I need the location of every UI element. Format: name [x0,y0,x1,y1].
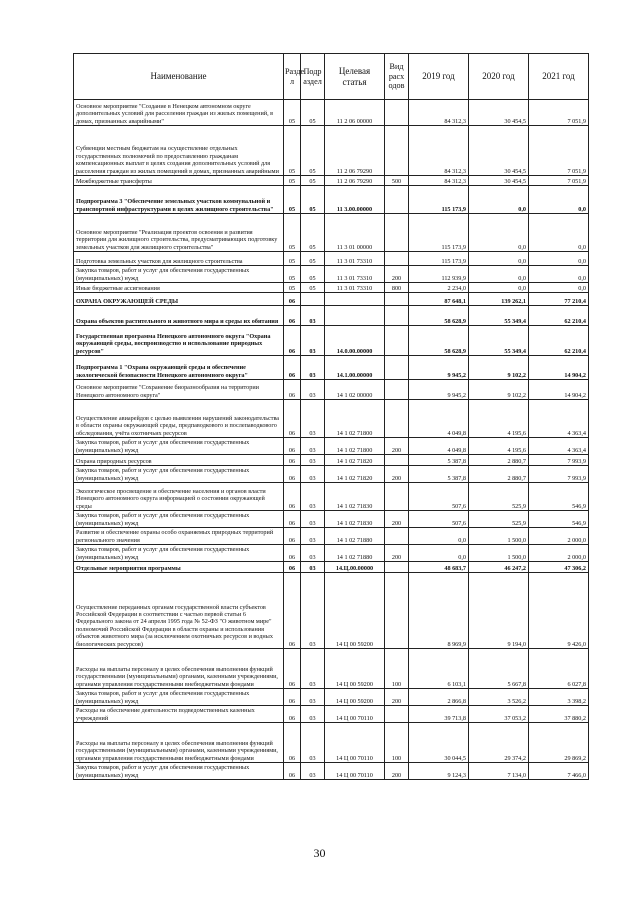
cell-2019: 87 648,1 [409,293,469,306]
cell-podrazdel: 03 [301,545,325,562]
cell-2021: 37 880,2 [529,706,589,723]
cell-podrazdel: 03 [301,455,325,466]
cell-2019: 48 683,7 [409,562,469,573]
cell-razdel: 05 [284,176,301,186]
cell-name: Подпрограмма 1 "Охрана окружающей среды и обеспечение экологической безопасности Ненецкого автономного округа" [74,356,284,380]
cell-name: Охрана природных ресурсов [74,455,284,466]
cell-target-article: 14 1 02 71880 [325,545,385,562]
table-row [74,689,589,706]
table-row [74,763,589,780]
table-row [74,562,589,573]
cell-razdel: 06 [284,438,301,455]
cell-razdel: 06 [284,545,301,562]
cell-name: Расходы на обеспечение деятельности подведомственных казенных учреждений [74,706,284,723]
cell-name: Основное мероприятие "Создание в Ненецком автономном округе дополнительных условий для расселения граждан из жилых помещений, в домах, признанных аварийными" [74,100,284,126]
cell-name: Отдельные мероприятия программы [74,562,284,573]
cell-razdel: 06 [284,483,301,511]
cell-target-article: 14 1 02 71830 [325,511,385,528]
cell-2019: 2 866,8 [409,689,469,706]
header-2019: 2019 год [409,54,469,100]
cell-2020: 37 053,2 [469,706,529,723]
cell-2021: 4 363,4 [529,400,589,438]
cell-target-article: 11 3 01 73310 [325,266,385,283]
cell-name: Развитие и обеспечение охраны особо охраняемых природных территорий регионального значения [74,528,284,545]
cell-2021: 77 210,4 [529,293,589,306]
cell-razdel: 05 [284,100,301,126]
cell-2021: 3 398,2 [529,689,589,706]
cell-target-article: 14 Ц 00 70110 [325,723,385,763]
table-row [74,326,589,356]
cell-2019: 9 945,2 [409,356,469,380]
cell-2021: 7 466,0 [529,763,589,780]
header-razdel: Разде л [284,54,301,100]
cell-2020: 139 262,1 [469,293,529,306]
cell-target-article: 11 3 01 00000 [325,214,385,252]
cell-target-article: 14 1 02 71800 [325,400,385,438]
cell-2021: 0,0 [529,214,589,252]
cell-name: Межбюджетные трансферты [74,176,284,186]
cell-expense-type [385,400,409,438]
table-row [74,176,589,186]
cell-2019: 5 387,8 [409,466,469,483]
cell-expense-type [385,706,409,723]
cell-razdel: 06 [284,400,301,438]
cell-2021: 29 869,2 [529,723,589,763]
table-row [74,511,589,528]
cell-expense-type [385,186,409,214]
cell-name: Охрана объектов растительного и животного мира и среды их обитания [74,306,284,326]
cell-2020: 2 880,7 [469,466,529,483]
cell-expense-type [385,380,409,400]
cell-expense-type [385,562,409,573]
cell-razdel: 05 [284,252,301,266]
table-row [74,528,589,545]
cell-name: Подготовка земельных участков для жилищного строительства [74,252,284,266]
cell-expense-type: 200 [385,511,409,528]
cell-2020: 30 454,5 [469,126,529,176]
table-row [74,283,589,293]
cell-name: Иные бюджетные ассигнования [74,283,284,293]
cell-expense-type: 200 [385,689,409,706]
cell-2019: 84 312,3 [409,100,469,126]
cell-name: Осуществление авиарейдов с целью выявления нарушений законодательства в области охраны окружающей среды, предпаводкового и послепаводкового обследования, учёта охотничьих ресурсов [74,400,284,438]
table-row [74,545,589,562]
cell-2021: 14 904,2 [529,380,589,400]
cell-2019: 507,6 [409,511,469,528]
cell-name: Закупка товаров, работ и услуг для обеспечения государственных (муниципальных) нужд [74,438,284,455]
cell-podrazdel: 03 [301,438,325,455]
cell-razdel: 05 [284,266,301,283]
cell-2019: 39 713,8 [409,706,469,723]
table-row [74,649,589,689]
table-row [74,380,589,400]
cell-expense-type: 200 [385,763,409,780]
cell-razdel: 06 [284,763,301,780]
cell-expense-type [385,326,409,356]
cell-name: Закупка товаров, работ и услуг для обеспечения государственных (муниципальных) нужд [74,763,284,780]
cell-razdel: 06 [284,293,301,306]
cell-2020: 30 454,5 [469,176,529,186]
cell-razdel: 06 [284,562,301,573]
cell-target-article [325,293,385,306]
cell-2020: 55 349,4 [469,326,529,356]
cell-expense-type [385,356,409,380]
table-row [74,466,589,483]
table-row [74,186,589,214]
cell-2020: 7 134,0 [469,763,529,780]
cell-2021: 9 426,0 [529,573,589,649]
cell-podrazdel: 03 [301,763,325,780]
cell-razdel: 06 [284,466,301,483]
cell-podrazdel: 05 [301,214,325,252]
cell-name: Основное мероприятие "Сохранение биоразнообразия на территории Ненецкого автономного округа" [74,380,284,400]
cell-razdel: 06 [284,649,301,689]
cell-razdel: 06 [284,380,301,400]
cell-2020: 1 500,0 [469,528,529,545]
table-row [74,483,589,511]
cell-target-article: 14.Ц.00.00000 [325,562,385,573]
cell-target-article: 11 2 06 79290 [325,176,385,186]
cell-target-article: 14 Ц 00 59200 [325,689,385,706]
cell-name: Основное мероприятие "Реализация проектов освоения и развития территории для жилищного строительства, предусматривающих подготовку земельных участков для жилищного строительства" [74,214,284,252]
cell-2021: 2 000,0 [529,545,589,562]
cell-2019: 115 173,9 [409,252,469,266]
cell-razdel: 06 [284,689,301,706]
cell-target-article: 11 3 01 73310 [325,283,385,293]
cell-name: ОХРАНА ОКРУЖАЮЩЕЙ СРЕДЫ [74,293,284,306]
table-row [74,214,589,252]
cell-razdel: 06 [284,356,301,380]
table-row [74,266,589,283]
cell-razdel: 06 [284,326,301,356]
cell-2020: 2 880,7 [469,455,529,466]
cell-podrazdel: 05 [301,283,325,293]
cell-2021: 62 210,4 [529,326,589,356]
cell-podrazdel: 03 [301,723,325,763]
cell-2019: 4 049,8 [409,438,469,455]
cell-2020: 29 374,2 [469,723,529,763]
cell-2019: 9 124,3 [409,763,469,780]
cell-podrazdel: 03 [301,466,325,483]
cell-podrazdel: 03 [301,306,325,326]
cell-razdel: 05 [284,126,301,176]
cell-target-article: 14 1 02 71800 [325,438,385,455]
table-row [74,356,589,380]
cell-2019: 115 173,9 [409,214,469,252]
cell-target-article: 14 1 02 00000 [325,380,385,400]
cell-2020: 3 526,2 [469,689,529,706]
cell-expense-type [385,528,409,545]
cell-razdel: 06 [284,511,301,528]
header-name: Наименование [74,54,284,100]
cell-2021: 0,0 [529,266,589,283]
cell-name: Осуществление переданных органам государственной власти субъектов Российской Федерации в соответствии с частью первой статьи 6 Федерального закона от 24 апреля 1995 года № 52-ФЗ "О животном мире" полномочий Российской Федерации в области охраны и использования объектов животного мира (за исключением охотничьих ресурсов и водных биологических ресурсов) [74,573,284,649]
cell-2020: 0,0 [469,283,529,293]
table-row [74,723,589,763]
cell-razdel: 06 [284,573,301,649]
table-row [74,252,589,266]
cell-expense-type: 100 [385,723,409,763]
cell-2019: 0,0 [409,545,469,562]
cell-expense-type: 100 [385,649,409,689]
cell-2019: 4 049,8 [409,400,469,438]
cell-expense-type [385,100,409,126]
cell-expense-type: 500 [385,176,409,186]
cell-2020: 0,0 [469,266,529,283]
cell-2021: 7 051,9 [529,100,589,126]
cell-name: Государственная программа Ненецкого автономного округа "Охрана окружающей среды, воспроизводство и использование природных ресурсов" [74,326,284,356]
cell-2021: 7 051,9 [529,126,589,176]
cell-2021: 62 210,4 [529,306,589,326]
table-row [74,455,589,466]
cell-name: Закупка товаров, работ и услуг для обеспечения государственных (муниципальных) нужд [74,266,284,283]
table-row [74,293,589,306]
cell-podrazdel: 03 [301,511,325,528]
cell-2020: 0,0 [469,252,529,266]
page-number: 30 [313,846,326,860]
cell-2020: 525,9 [469,483,529,511]
cell-target-article: 14 Ц 00 59200 [325,573,385,649]
cell-podrazdel: 05 [301,266,325,283]
cell-name: Закупка товаров, работ и услуг для обеспечения государственных (муниципальных) нужд [74,466,284,483]
cell-target-article: 14 1 02 71880 [325,528,385,545]
table-row [74,100,589,126]
header-expense-type: Вид расх одов [385,54,409,100]
cell-name: Закупка товаров, работ и услуг для обеспечения государственных (муниципальных) нужд [74,545,284,562]
cell-name: Закупка товаров, работ и услуг для обеспечения государственных (муниципальных) нужд [74,511,284,528]
cell-target-article: 11 2 06 79290 [325,126,385,176]
cell-expense-type [385,306,409,326]
cell-2019: 8 969,9 [409,573,469,649]
table-row [74,400,589,438]
cell-target-article: 14.1.00.00000 [325,356,385,380]
cell-2019: 507,6 [409,483,469,511]
cell-podrazdel: 03 [301,400,325,438]
cell-2021: 0,0 [529,283,589,293]
cell-target-article: 11 3 01 73310 [325,252,385,266]
cell-2019: 30 044,5 [409,723,469,763]
cell-2021: 0,0 [529,252,589,266]
cell-expense-type: 800 [385,283,409,293]
table-row [74,438,589,455]
cell-podrazdel: 03 [301,573,325,649]
cell-podrazdel: 03 [301,356,325,380]
cell-razdel: 06 [284,455,301,466]
header-2020: 2020 год [469,54,529,100]
cell-target-article: 14 Ц 00 59200 [325,649,385,689]
cell-podrazdel: 03 [301,562,325,573]
cell-2019: 84 312,3 [409,176,469,186]
cell-2019: 84 312,3 [409,126,469,176]
cell-podrazdel: 03 [301,528,325,545]
cell-podrazdel: 03 [301,483,325,511]
cell-target-article: 14 1 02 71830 [325,483,385,511]
cell-expense-type [385,252,409,266]
cell-target-article: 14 1 02 71820 [325,466,385,483]
cell-2019: 58 628,9 [409,326,469,356]
cell-2019: 9 945,2 [409,380,469,400]
cell-podrazdel: 05 [301,100,325,126]
cell-razdel: 05 [284,186,301,214]
cell-razdel: 06 [284,528,301,545]
cell-name: Подпрограмма 3 "Обеспечение земельных участков коммунальной и транспортной инфраструктурами в целях жилищного строительства" [74,186,284,214]
cell-2021: 2 000,0 [529,528,589,545]
cell-2020: 46 247,2 [469,562,529,573]
cell-podrazdel: 03 [301,706,325,723]
cell-2021: 4 363,4 [529,438,589,455]
cell-2021: 7 051,9 [529,176,589,186]
cell-2019: 6 103,1 [409,649,469,689]
cell-2020: 1 500,0 [469,545,529,562]
cell-podrazdel: 03 [301,326,325,356]
cell-2019: 5 387,8 [409,455,469,466]
table-row [74,126,589,176]
cell-expense-type [385,214,409,252]
cell-target-article: 14.0.00.00000 [325,326,385,356]
cell-2021: 7 993,9 [529,466,589,483]
cell-2021: 14 904,2 [529,356,589,380]
cell-podrazdel: 03 [301,689,325,706]
cell-2020: 525,9 [469,511,529,528]
cell-2020: 0,0 [469,214,529,252]
cell-name: Расходы на выплаты персоналу в целях обеспечения выполнения функций государственными (муниципальными) органами, казенными учреждениями, органами управления государственными внебюджетными фондами [74,723,284,763]
cell-razdel: 05 [284,283,301,293]
cell-2020: 9 102,2 [469,380,529,400]
header-2021: 2021 год [529,54,589,100]
cell-name: Закупка товаров, работ и услуг для обеспечения государственных (муниципальных) нужд [74,689,284,706]
cell-expense-type: 200 [385,266,409,283]
cell-expense-type [385,126,409,176]
cell-2019: 2 234,0 [409,283,469,293]
cell-2021: 7 993,9 [529,455,589,466]
cell-2020: 4 195,6 [469,438,529,455]
cell-2020: 55 349,4 [469,306,529,326]
cell-razdel: 06 [284,706,301,723]
cell-expense-type [385,483,409,511]
cell-2019: 112 939,9 [409,266,469,283]
cell-podrazdel: 05 [301,126,325,176]
cell-expense-type: 200 [385,545,409,562]
table-row [74,706,589,723]
cell-razdel: 06 [284,306,301,326]
budget-table [73,53,589,780]
cell-2020: 5 667,8 [469,649,529,689]
cell-2021: 0,0 [529,186,589,214]
cell-2021: 546,9 [529,483,589,511]
cell-target-article: 14 Ц 00 70110 [325,706,385,723]
cell-target-article: 14 1 02 71820 [325,455,385,466]
cell-2019: 0,0 [409,528,469,545]
cell-podrazdel: 05 [301,252,325,266]
cell-target-article: 11 3.00.00000 [325,186,385,214]
table-body [74,100,589,780]
cell-expense-type [385,293,409,306]
cell-2020: 9 194,0 [469,573,529,649]
cell-2021: 546,9 [529,511,589,528]
cell-name: Субвенции местным бюджетам на осуществление отдельных государственных полномочий по предоставлению гражданам компенсационных выплат в целях создания дополнительных условий для расселения граждан из жилых помещений в домах, признанных аварийными [74,126,284,176]
cell-2020: 30 454,5 [469,100,529,126]
table-row [74,573,589,649]
cell-podrazdel: 05 [301,186,325,214]
cell-2019: 58 628,9 [409,306,469,326]
cell-expense-type [385,573,409,649]
cell-2020: 4 195,6 [469,400,529,438]
header-podrazdel: Подр аздел [301,54,325,100]
cell-podrazdel: 05 [301,176,325,186]
cell-target-article: 11 2 06 00000 [325,100,385,126]
cell-name: Экологическое просвещение и обеспечение населения и органов власти Ненецкого автономного округа информацией о состоянии окружающей среды [74,483,284,511]
cell-podrazdel [301,293,325,306]
cell-target-article [325,306,385,326]
cell-expense-type: 200 [385,466,409,483]
table-row [74,306,589,326]
cell-expense-type [385,455,409,466]
cell-podrazdel: 03 [301,649,325,689]
cell-expense-type: 200 [385,438,409,455]
cell-2021: 47 306,2 [529,562,589,573]
cell-2021: 6 027,8 [529,649,589,689]
cell-podrazdel: 03 [301,380,325,400]
cell-target-article: 14 Ц 00 70110 [325,763,385,780]
header-target-article: Целевая статья [325,54,385,100]
cell-razdel: 05 [284,214,301,252]
cell-name: Расходы на выплаты персоналу в целях обеспечения выполнения функций государственными (муниципальными) органами, казенными учреждениями, органами управления государственными внебюджетными фондами [74,649,284,689]
cell-2019: 115 173,9 [409,186,469,214]
table-header-row [74,54,589,100]
cell-razdel: 06 [284,723,301,763]
cell-2020: 0,0 [469,186,529,214]
cell-2020: 9 102,2 [469,356,529,380]
